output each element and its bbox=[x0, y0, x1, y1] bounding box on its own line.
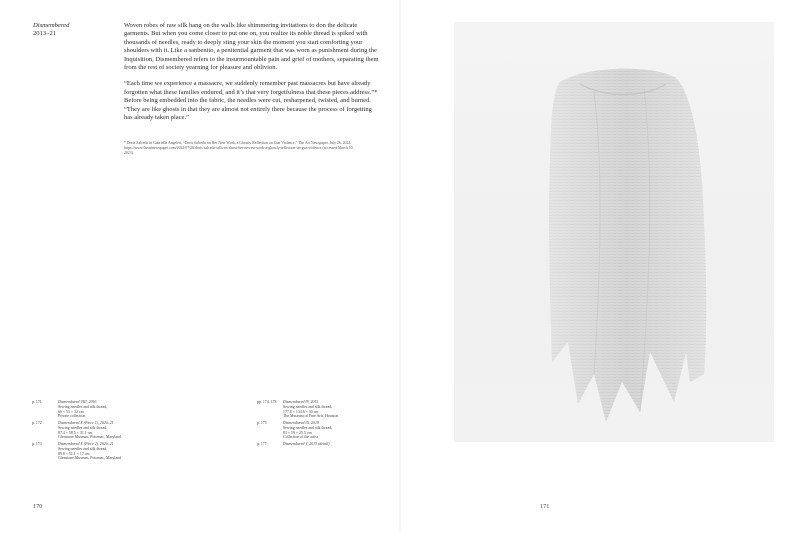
caption-title: Dismembered IX, 2018 bbox=[283, 421, 319, 425]
caption-page: p. 173 bbox=[32, 442, 42, 446]
caption-line: Private collection bbox=[58, 414, 86, 419]
caption-page: pp. 174, 178 bbox=[257, 400, 277, 404]
caption-line: 89.8 × 51.1 × 17 cm bbox=[58, 451, 90, 456]
caption-page: p. 172 bbox=[32, 421, 42, 425]
caption-page: p. 177 bbox=[257, 442, 267, 446]
caption-line: Sewing needles and silk thread, bbox=[283, 404, 333, 409]
plate-captions bbox=[32, 400, 372, 460]
caption-line: Glenstone Museum, Potomac, Maryland bbox=[58, 456, 121, 461]
caption-line: Sewing needles and silk thread, bbox=[58, 446, 108, 451]
caption-line: Sewing needles and silk thread, bbox=[58, 404, 108, 409]
caption-line: Glenstone Museum, Potomac, Maryland bbox=[58, 435, 121, 440]
caption-line: Collection of the artist bbox=[283, 435, 318, 440]
right-page bbox=[400, 0, 800, 533]
caption-page: p. 171 bbox=[32, 400, 42, 404]
caption-title: Dismembered X (Piece 1), 2020–21 bbox=[58, 421, 114, 425]
caption-line: The Museum of Fine Arts, Houston bbox=[283, 414, 339, 419]
caption-line: 66 × 53 × 32 cm bbox=[58, 409, 84, 414]
essay-text bbox=[124, 22, 380, 130]
caption-line: 87.4 × 58.5 × 31.1 cm bbox=[58, 430, 93, 435]
caption-line: 83 × 59 × 25.5 cm bbox=[283, 430, 312, 435]
page-number-left: 170 bbox=[33, 503, 43, 510]
caption-title: Dismembered V, 2015 (detail) bbox=[283, 442, 330, 446]
artwork-photograph bbox=[454, 22, 774, 442]
caption-page: p. 175 bbox=[257, 421, 267, 425]
caption-line: 177.8 × 134.6 × 30 cm bbox=[283, 409, 319, 414]
essay-paragraph: Woven robes of raw silk hang on the walls like shimmering invitations to don the delicate garments. But when you come closer to put one on, you realize its noble thread is spiked with thousands of needles, ready to deeply sting your skin the moment you start comforting your shoulders with it. Like a sanbenito, a penitential garment that was worn as punishment during the Inquisition, Dismembered refers to the insurmountable pain and grief of mothers, separating them from the rest of society yearning for pleasure and oblivion. bbox=[124, 22, 379, 72]
caption-title: Dismembered X (Piece 2), 2020–21 bbox=[58, 442, 114, 446]
work-title-block bbox=[33, 22, 113, 39]
caption-line: Sewing needles and silk thread, bbox=[58, 425, 108, 430]
work-dates: 2013–21 bbox=[33, 30, 57, 38]
caption-line: Sewing needles and silk thread, bbox=[283, 425, 333, 430]
work-title: Dismembered bbox=[33, 22, 70, 29]
caption-title: Dismembered IV, 2015 bbox=[283, 400, 319, 404]
essay-paragraph: “Each time we experience a massacre, we suddenly remember past massacres but have already forgotten what these families endured, and it’s that very forgetfulness that these pieces address.”* Before being embedded into the fabric, the needles were cut, resharpened, twisted, and burned. “They are like ghosts in that they are almost not entirely there because the process of forgetting has already taken place.” bbox=[124, 80, 378, 122]
hanging-garment-image bbox=[454, 22, 774, 442]
caption-title: Dismembered VIII, 2016 bbox=[58, 400, 97, 404]
page-number-right: 171 bbox=[540, 503, 550, 510]
footnote: * Doris Salcedo in Gabriella Angeleti, “Doris Salcedo on Her New Work, a Ghostly Reflection on Gun Violence,” The Art Newspaper, July 26, 2022, https://www.theartnewspaper.com/2022/07/26/doris-salcedo-tells-us-about-her-newest-work-a-ghostly-reflection-on-gun-violence (accessed March 10, 2023). bbox=[124, 141, 354, 155]
